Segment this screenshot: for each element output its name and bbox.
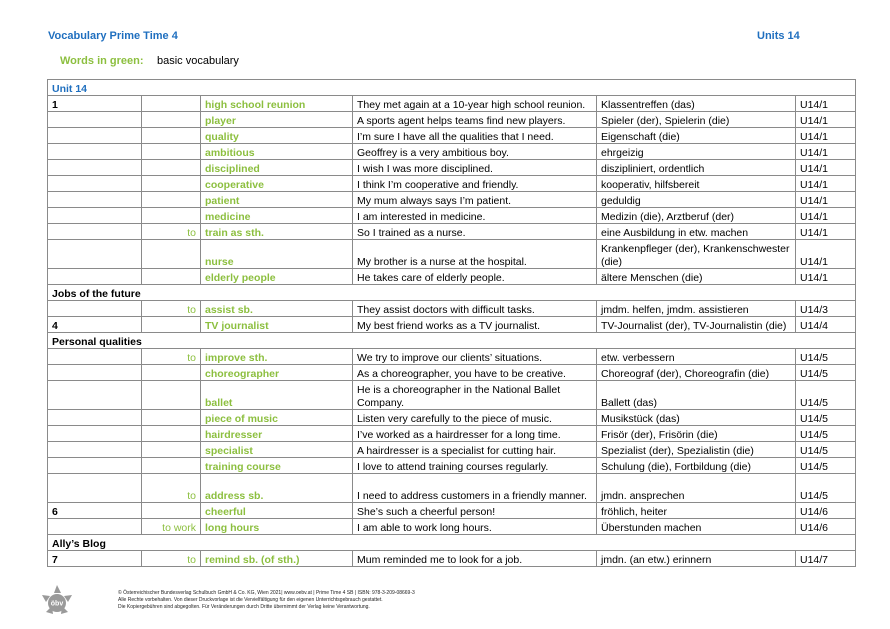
example-sentence: He takes care of elderly people. xyxy=(353,269,597,285)
vocab-word: cooperative xyxy=(201,176,353,192)
unit-reference: U14/1 xyxy=(796,240,856,269)
example-sentence: Mum reminded me to look for a job. xyxy=(353,551,597,567)
translation: jmdn. ansprechen xyxy=(597,474,796,503)
translation: fröhlich, heiter xyxy=(597,503,796,519)
translation: TV-Journalist (der), TV-Journalistin (die) xyxy=(597,317,796,333)
word-prefix xyxy=(142,96,201,112)
vocab-row xyxy=(48,365,856,381)
unit-reference: U14/7 xyxy=(796,551,856,567)
word-prefix: to xyxy=(142,474,201,503)
vocab-word: elderly people xyxy=(201,269,353,285)
exercise-number xyxy=(48,144,142,160)
example-sentence: He is a choreographer in the National Ballet Company. xyxy=(353,381,597,410)
exercise-number xyxy=(48,269,142,285)
word-prefix xyxy=(142,426,201,442)
exercise-number xyxy=(48,381,142,410)
vocab-row xyxy=(48,160,856,176)
unit-reference: U14/5 xyxy=(796,426,856,442)
exercise-number xyxy=(48,128,142,144)
unit-reference: U14/6 xyxy=(796,503,856,519)
unit-reference: U14/5 xyxy=(796,474,856,503)
section-row xyxy=(48,535,856,551)
example-sentence: I wish I was more disciplined. xyxy=(353,160,597,176)
vocab-row xyxy=(48,192,856,208)
example-sentence: A hairdresser is a specialist for cutting hair. xyxy=(353,442,597,458)
translation: jmdn. (an etw.) erinnern xyxy=(597,551,796,567)
translation: Spieler (der), Spielerin (die) xyxy=(597,112,796,128)
translation: Frisör (der), Frisörin (die) xyxy=(597,426,796,442)
vocab-word: remind sb. (of sth.) xyxy=(201,551,353,567)
vocab-word: long hours xyxy=(201,519,353,535)
vocab-word: choreographer xyxy=(201,365,353,381)
word-prefix: to work xyxy=(142,519,201,535)
document-title: Vocabulary Prime Time 4 xyxy=(48,30,178,42)
unit-reference: U14/5 xyxy=(796,458,856,474)
word-prefix xyxy=(142,503,201,519)
word-prefix xyxy=(142,160,201,176)
exercise-number xyxy=(48,112,142,128)
word-prefix xyxy=(142,240,201,269)
vocab-row xyxy=(48,269,856,285)
translation: diszipliniert, ordentlich xyxy=(597,160,796,176)
translation: kooperativ, hilfsbereit xyxy=(597,176,796,192)
example-sentence: I am able to work long hours. xyxy=(353,519,597,535)
copyright-footer xyxy=(118,590,415,611)
translation: Musikstück (das) xyxy=(597,410,796,426)
vocab-word: train as sth. xyxy=(201,224,353,240)
exercise-number xyxy=(48,176,142,192)
translation: etw. verbessern xyxy=(597,349,796,365)
word-prefix xyxy=(142,458,201,474)
vocab-word: address sb. xyxy=(201,474,353,503)
word-prefix xyxy=(142,269,201,285)
unit-reference: U14/1 xyxy=(796,144,856,160)
example-sentence: My mum always says I’m patient. xyxy=(353,192,597,208)
exercise-number xyxy=(48,160,142,176)
vocab-row xyxy=(48,208,856,224)
section-title: Personal qualities xyxy=(48,333,856,349)
unit-title: Unit 14 xyxy=(48,80,856,96)
exercise-number: 4 xyxy=(48,317,142,333)
word-prefix xyxy=(142,208,201,224)
unit-reference: U14/1 xyxy=(796,269,856,285)
vocab-word: piece of music xyxy=(201,410,353,426)
translation: ältere Menschen (die) xyxy=(597,269,796,285)
exercise-number: 7 xyxy=(48,551,142,567)
unit-reference: U14/5 xyxy=(796,349,856,365)
vocab-row xyxy=(48,128,856,144)
translation: Spezialist (der), Spezialistin (die) xyxy=(597,442,796,458)
obv-logo xyxy=(40,584,74,618)
unit-reference: U14/1 xyxy=(796,160,856,176)
exercise-number xyxy=(48,410,142,426)
vocab-row xyxy=(48,458,856,474)
example-sentence: I am interested in medicine. xyxy=(353,208,597,224)
translation: eine Ausbildung in etw. machen xyxy=(597,224,796,240)
word-prefix xyxy=(142,365,201,381)
exercise-number xyxy=(48,208,142,224)
vocab-row xyxy=(48,442,856,458)
vocab-word: cheerful xyxy=(201,503,353,519)
exercise-number xyxy=(48,519,142,535)
section-title: Jobs of the future xyxy=(48,285,856,301)
logo-text: öbv xyxy=(50,600,64,608)
section-row xyxy=(48,285,856,301)
vocab-row xyxy=(48,301,856,317)
exercise-number xyxy=(48,442,142,458)
example-sentence: I think I’m cooperative and friendly. xyxy=(353,176,597,192)
translation: Choreograf (der), Choreografin (die) xyxy=(597,365,796,381)
exercise-number xyxy=(48,192,142,208)
vocab-row xyxy=(48,503,856,519)
vocab-word: ballet xyxy=(201,381,353,410)
unit-reference: U14/4 xyxy=(796,317,856,333)
exercise-number: 6 xyxy=(48,503,142,519)
word-prefix: to xyxy=(142,224,201,240)
example-sentence: Geoffrey is a very ambitious boy. xyxy=(353,144,597,160)
translation: Überstunden machen xyxy=(597,519,796,535)
vocab-row xyxy=(48,426,856,442)
footer-line-3: Die Kopiergebühren sind abgegolten. Für Veränderungen durch Dritte übernimmt der Verlag keine Verantwortung. xyxy=(118,604,370,610)
exercise-number xyxy=(48,224,142,240)
unit-reference: U14/5 xyxy=(796,410,856,426)
translation: Medizin (die), Arztberuf (der) xyxy=(597,208,796,224)
vocab-word: ambitious xyxy=(201,144,353,160)
vocab-word: improve sth. xyxy=(201,349,353,365)
footer-line-2: Alle Rechte vorbehalten. Von dieser Druckvorlage ist die Vervielfältigung für den eigenen Unterrichtsgebrauch gestattet. xyxy=(118,597,383,603)
unit-reference: U14/1 xyxy=(796,192,856,208)
example-sentence: As a choreographer, you have to be creative. xyxy=(353,365,597,381)
vocab-word: assist sb. xyxy=(201,301,353,317)
legend-key: Words in green: xyxy=(60,55,144,67)
footer-line-1: © Österreichischer Bundesverlag Schulbuch GmbH & Co. KG, Wien 2021| www.oebv.at | Prime Time 4 SB | ISBN: 978-3-209-08669-3 xyxy=(118,590,415,596)
vocab-row xyxy=(48,96,856,112)
vocab-row xyxy=(48,551,856,567)
unit-reference: U14/5 xyxy=(796,365,856,381)
vocab-row xyxy=(48,240,856,269)
unit-reference: U14/5 xyxy=(796,381,856,410)
exercise-number xyxy=(48,474,142,503)
vocab-word: specialist xyxy=(201,442,353,458)
vocab-row xyxy=(48,381,856,410)
example-sentence: So I trained as a nurse. xyxy=(353,224,597,240)
vocab-word: player xyxy=(201,112,353,128)
example-sentence: I need to address customers in a friendly manner. xyxy=(353,474,597,503)
unit-reference: U14/3 xyxy=(796,301,856,317)
unit-reference: U14/1 xyxy=(796,208,856,224)
vocabulary-table xyxy=(47,79,856,567)
translation: Eigenschaft (die) xyxy=(597,128,796,144)
example-sentence: They met again at a 10-year high school reunion. xyxy=(353,96,597,112)
vocab-row xyxy=(48,112,856,128)
vocab-word: medicine xyxy=(201,208,353,224)
example-sentence: My brother is a nurse at the hospital. xyxy=(353,240,597,269)
exercise-number: 1 xyxy=(48,96,142,112)
word-prefix xyxy=(142,442,201,458)
word-prefix: to xyxy=(142,301,201,317)
exercise-number xyxy=(48,349,142,365)
translation: Ballett (das) xyxy=(597,381,796,410)
vocab-row xyxy=(48,474,856,503)
vocab-word: patient xyxy=(201,192,353,208)
exercise-number xyxy=(48,458,142,474)
vocab-word: disciplined xyxy=(201,160,353,176)
example-sentence: We try to improve our clients’ situations. xyxy=(353,349,597,365)
example-sentence: Listen very carefully to the piece of music. xyxy=(353,410,597,426)
unit-reference: U14/5 xyxy=(796,442,856,458)
vocab-row xyxy=(48,349,856,365)
vocab-word: high school reunion xyxy=(201,96,353,112)
vocab-row xyxy=(48,410,856,426)
unit-reference: U14/1 xyxy=(796,112,856,128)
section-title: Ally’s Blog xyxy=(48,535,856,551)
vocab-word: nurse xyxy=(201,240,353,269)
example-sentence: A sports agent helps teams find new players. xyxy=(353,112,597,128)
vocab-row xyxy=(48,144,856,160)
word-prefix: to xyxy=(142,551,201,567)
unit-reference: U14/1 xyxy=(796,224,856,240)
unit-reference: U14/1 xyxy=(796,128,856,144)
example-sentence: I love to attend training courses regularly. xyxy=(353,458,597,474)
word-prefix: to xyxy=(142,349,201,365)
vocab-word: quality xyxy=(201,128,353,144)
example-sentence: I’ve worked as a hairdresser for a long time. xyxy=(353,426,597,442)
example-sentence: They assist doctors with difficult tasks. xyxy=(353,301,597,317)
vocab-word: hairdresser xyxy=(201,426,353,442)
word-prefix xyxy=(142,410,201,426)
vocab-word: TV journalist xyxy=(201,317,353,333)
vocab-row xyxy=(48,317,856,333)
translation: ehrgeizig xyxy=(597,144,796,160)
translation: Krankenpfleger (der), Krankenschwester (die) xyxy=(597,240,796,269)
unit-reference: U14/6 xyxy=(796,519,856,535)
exercise-number xyxy=(48,301,142,317)
word-prefix xyxy=(142,317,201,333)
word-prefix xyxy=(142,128,201,144)
section-row xyxy=(48,333,856,349)
exercise-number xyxy=(48,240,142,269)
example-sentence: She’s such a cheerful person! xyxy=(353,503,597,519)
unit-reference: U14/1 xyxy=(796,96,856,112)
vocab-row xyxy=(48,176,856,192)
exercise-number xyxy=(48,365,142,381)
example-sentence: I’m sure I have all the qualities that I need. xyxy=(353,128,597,144)
example-sentence: My best friend works as a TV journalist. xyxy=(353,317,597,333)
vocab-row xyxy=(48,519,856,535)
translation: Schulung (die), Fortbildung (die) xyxy=(597,458,796,474)
translation: jmdm. helfen, jmdm. assistieren xyxy=(597,301,796,317)
vocab-row xyxy=(48,224,856,240)
vocab-word: training course xyxy=(201,458,353,474)
exercise-number xyxy=(48,426,142,442)
word-prefix xyxy=(142,176,201,192)
word-prefix xyxy=(142,381,201,410)
word-prefix xyxy=(142,192,201,208)
word-prefix xyxy=(142,112,201,128)
translation: Klassentreffen (das) xyxy=(597,96,796,112)
legend-value: basic vocabulary xyxy=(157,55,239,67)
translation: geduldig xyxy=(597,192,796,208)
unit-reference: U14/1 xyxy=(796,176,856,192)
word-prefix xyxy=(142,144,201,160)
units-label: Units 14 xyxy=(757,30,800,42)
